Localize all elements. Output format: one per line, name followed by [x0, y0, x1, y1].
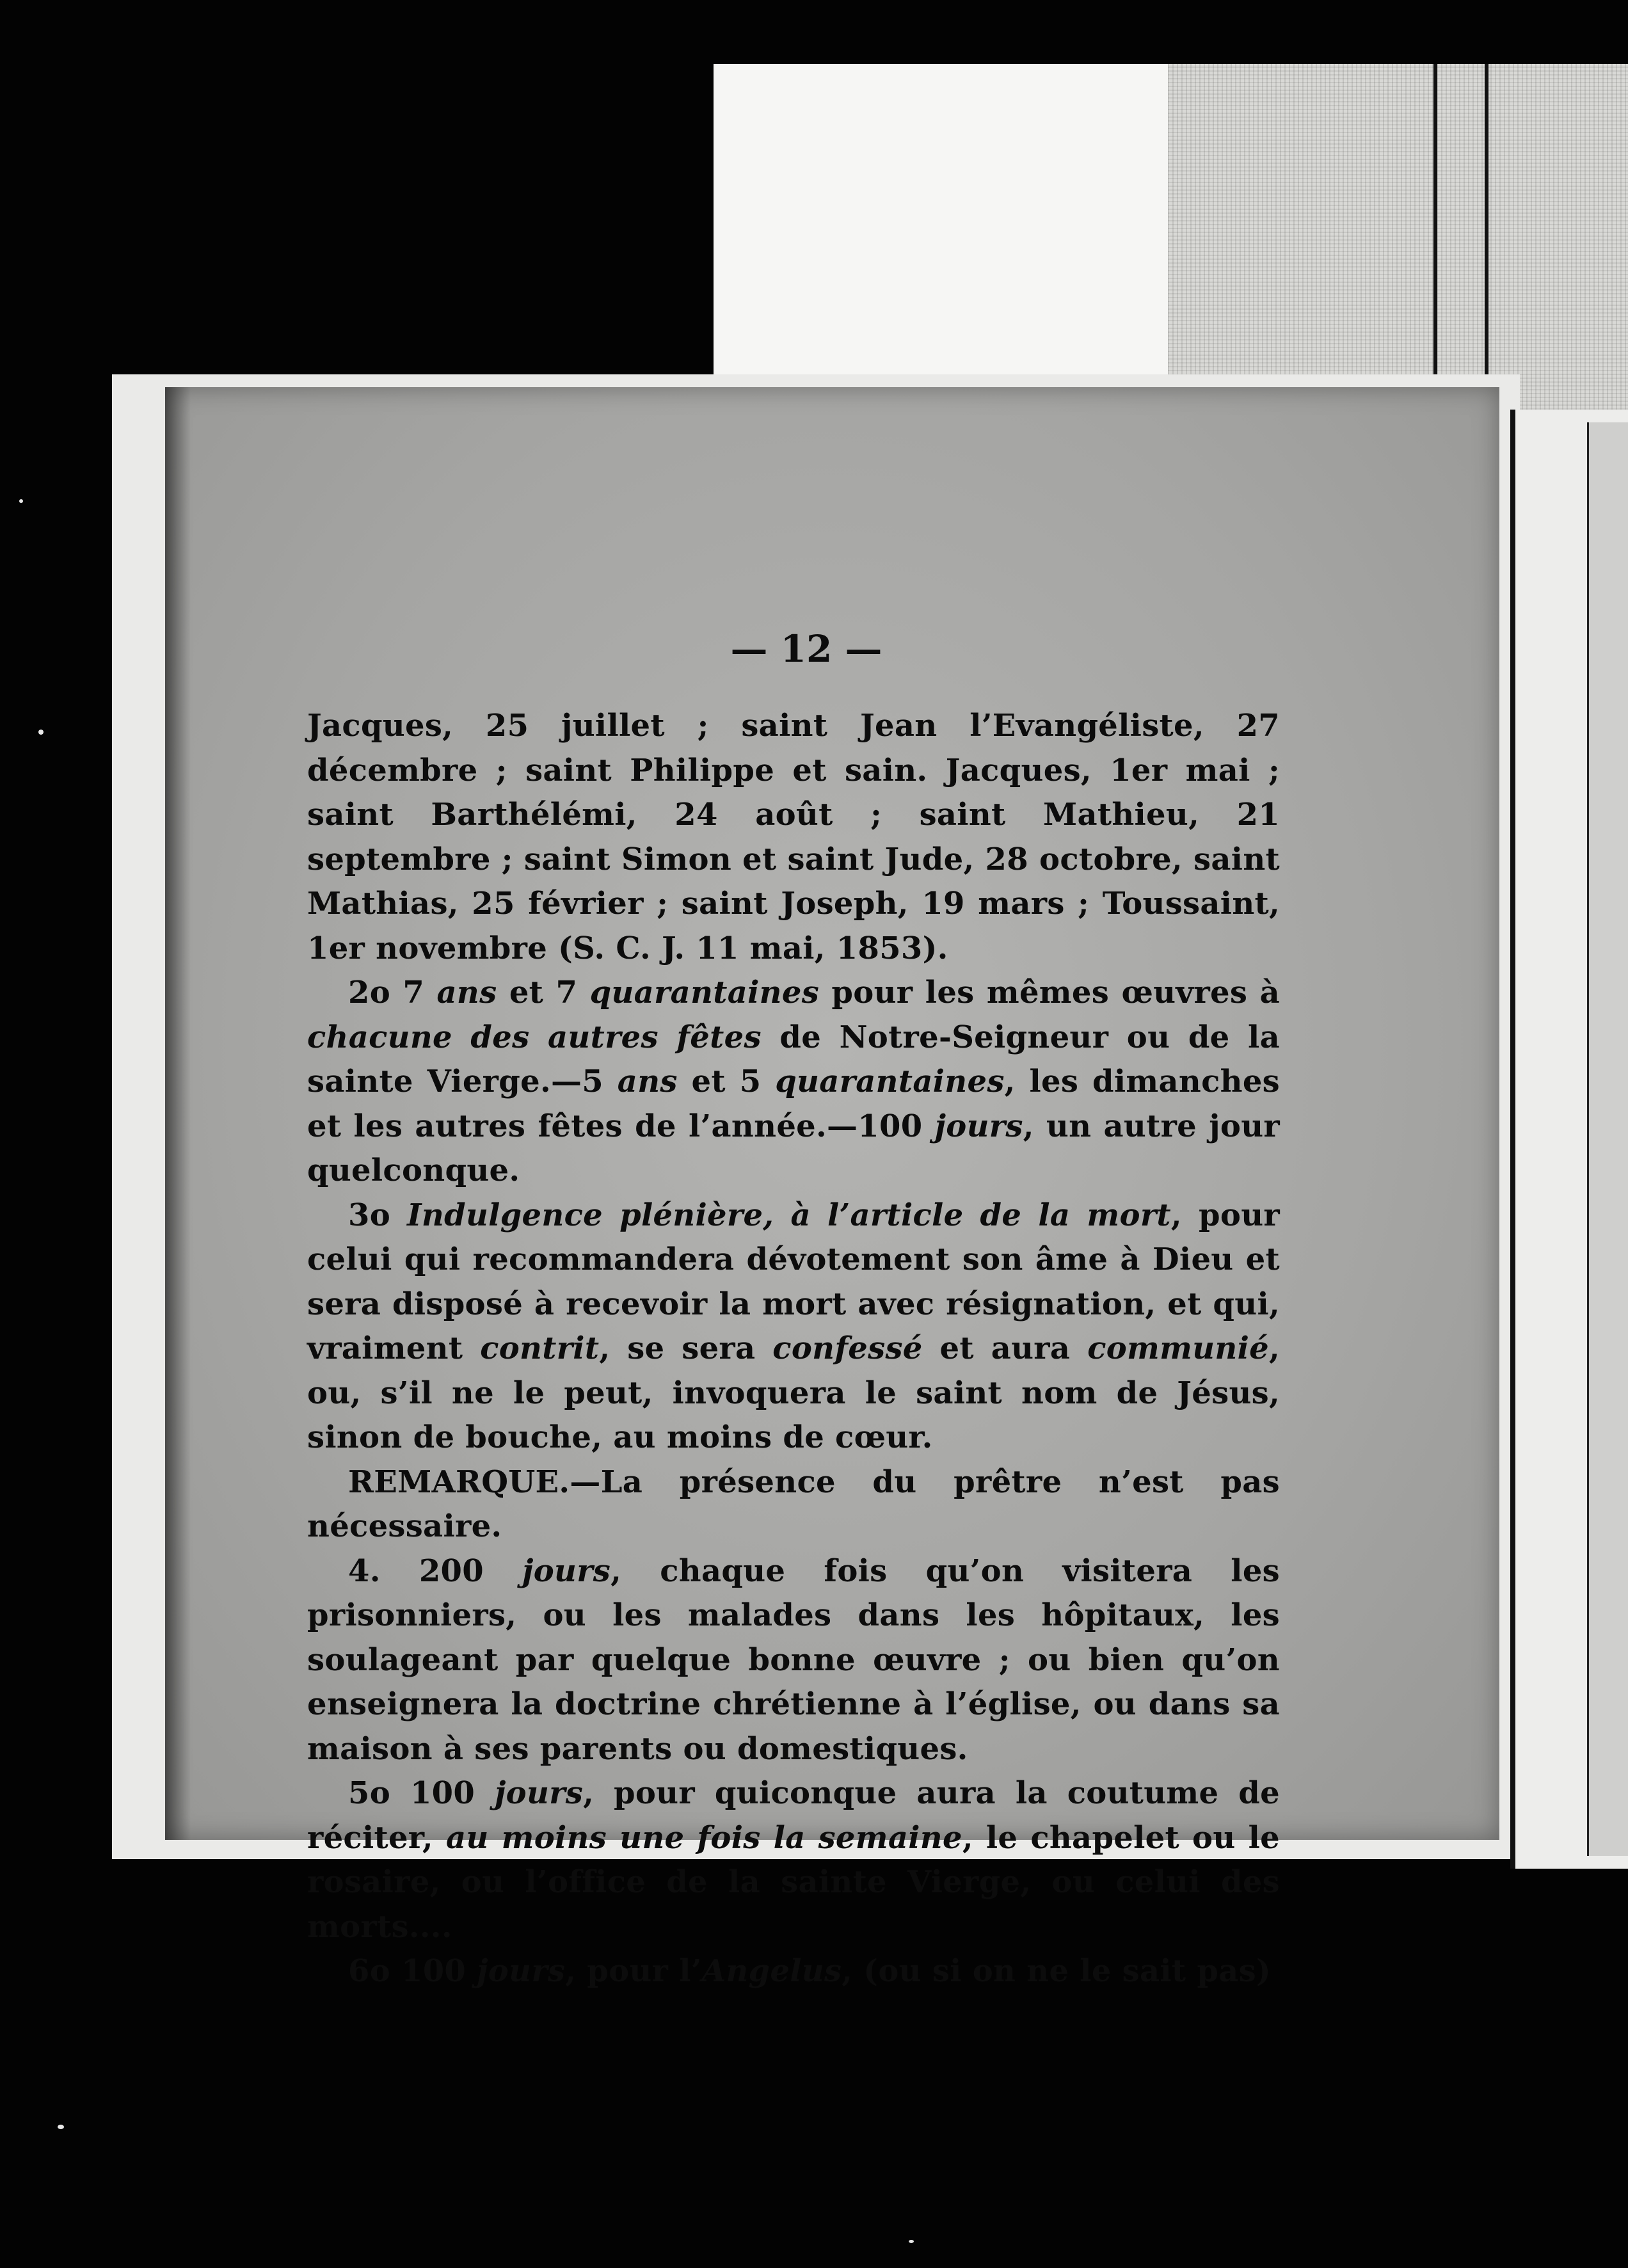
text-run: et 5: [677, 1064, 776, 1099]
italic-run: Indulgence plénière, à l’article de la mort: [407, 1197, 1171, 1233]
text-run: 3o: [348, 1197, 408, 1233]
speck: [909, 2240, 914, 2243]
text-run: , un autre jour quelconque.: [307, 1108, 1280, 1188]
text-run: pour les mêmes œuvres à: [819, 975, 1281, 1010]
text-run: 2o 7: [348, 975, 437, 1010]
paragraph: [307, 704, 1280, 971]
italic-run: Angelus: [701, 1953, 842, 1989]
text-run: , ou, s’il ne le peut, invoquera le saint nom de Jésus, sinon de bouche, au moins de cœur.: [307, 1330, 1280, 1455]
adjacent-page-edge: [1587, 422, 1628, 1856]
italic-run: quarantaines: [589, 975, 820, 1010]
textured-binding-strip: [1168, 64, 1628, 410]
italic-run: jours: [934, 1108, 1023, 1144]
italic-run: contrit: [480, 1330, 600, 1366]
text-run: 4. 200: [348, 1553, 523, 1589]
speck: [19, 499, 23, 503]
italic-run: ans: [617, 1064, 678, 1099]
italic-run: jours: [477, 1953, 566, 1989]
paragraph: [307, 1771, 1280, 1949]
italic-run: confessé: [772, 1330, 923, 1366]
italic-run: chacune des autres fêtes: [307, 1019, 762, 1055]
text-run: 5o 100: [348, 1775, 495, 1811]
text-run: , chaque fois qu’on visitera les prisonniers, ou les malades dans les hôpitaux, les soulageant par quelque bonne œuvre ; ou bien qu’on enseignera la doctrine chrétienne à l’église, ou dans sa maison à ses parents ou domestiques.: [307, 1553, 1280, 1767]
paragraph: [307, 1949, 1280, 1994]
paragraph: [307, 1194, 1280, 1460]
fold-line: [1485, 64, 1488, 410]
italic-run: ans: [436, 975, 497, 1010]
text-run: REMARQUE.—La présence du prêtre n’est pas nécessaire.: [307, 1464, 1280, 1544]
fold-line: [1433, 64, 1437, 397]
text-run: et aura: [922, 1330, 1088, 1366]
text-run: , se sera: [599, 1330, 773, 1366]
italic-run: au moins une fois la semaine: [445, 1819, 962, 1856]
text-run: 6o 100: [348, 1953, 477, 1989]
italic-run: communié: [1087, 1330, 1269, 1366]
italic-run: quarantaines: [775, 1064, 1005, 1099]
text-run: , les dimanches et les autres fêtes de l’année.—100: [307, 1064, 1280, 1144]
page-body-text: [307, 704, 1280, 1994]
text-run: et 7: [497, 975, 590, 1010]
paragraph: [307, 1549, 1280, 1772]
page-shadow: [165, 387, 191, 1840]
text-run: de Notre-Seigneur ou de la sainte Vierge.—5: [307, 1019, 1280, 1099]
speck: [58, 2125, 64, 2129]
page-number: — 12 —: [730, 627, 882, 671]
paragraph: [307, 971, 1280, 1194]
speck: [38, 730, 44, 735]
paragraph: [307, 1460, 1280, 1549]
italic-run: jours: [494, 1775, 584, 1811]
text-run: , (ou si on ne le sait pas): [842, 1953, 1272, 1989]
adjacent-sheet-strip: [714, 64, 1174, 397]
text-run: , pour quiconque aura la coutume de réciter,: [307, 1775, 1280, 1856]
text-run: Jacques, 25 juillet ; saint Jean l’Evangéliste, 27 décembre ; saint Philippe et sain. Jacques, 1er mai ; saint Barthélémi, 24 août ; saint Mathieu, 21 septembre ; saint Simon et saint Jude, 28 octobre, saint Mathias, 25 février ; saint Joseph, 19 mars ; Toussaint, 1er novembre (S. C. J. 11 mai, 1853).: [307, 708, 1280, 966]
text-run: , pour celui qui recommandera dévotement son âme à Dieu et sera disposé à recevoir la mort avec résignation, et qui, vraiment: [307, 1197, 1280, 1366]
text-run: , pour l’: [565, 1953, 702, 1989]
text-run: , le chapelet ou le rosaire, ou l’office de la sainte Vierge, ou celui des morts....: [307, 1819, 1280, 1945]
italic-run: jours: [522, 1553, 611, 1589]
